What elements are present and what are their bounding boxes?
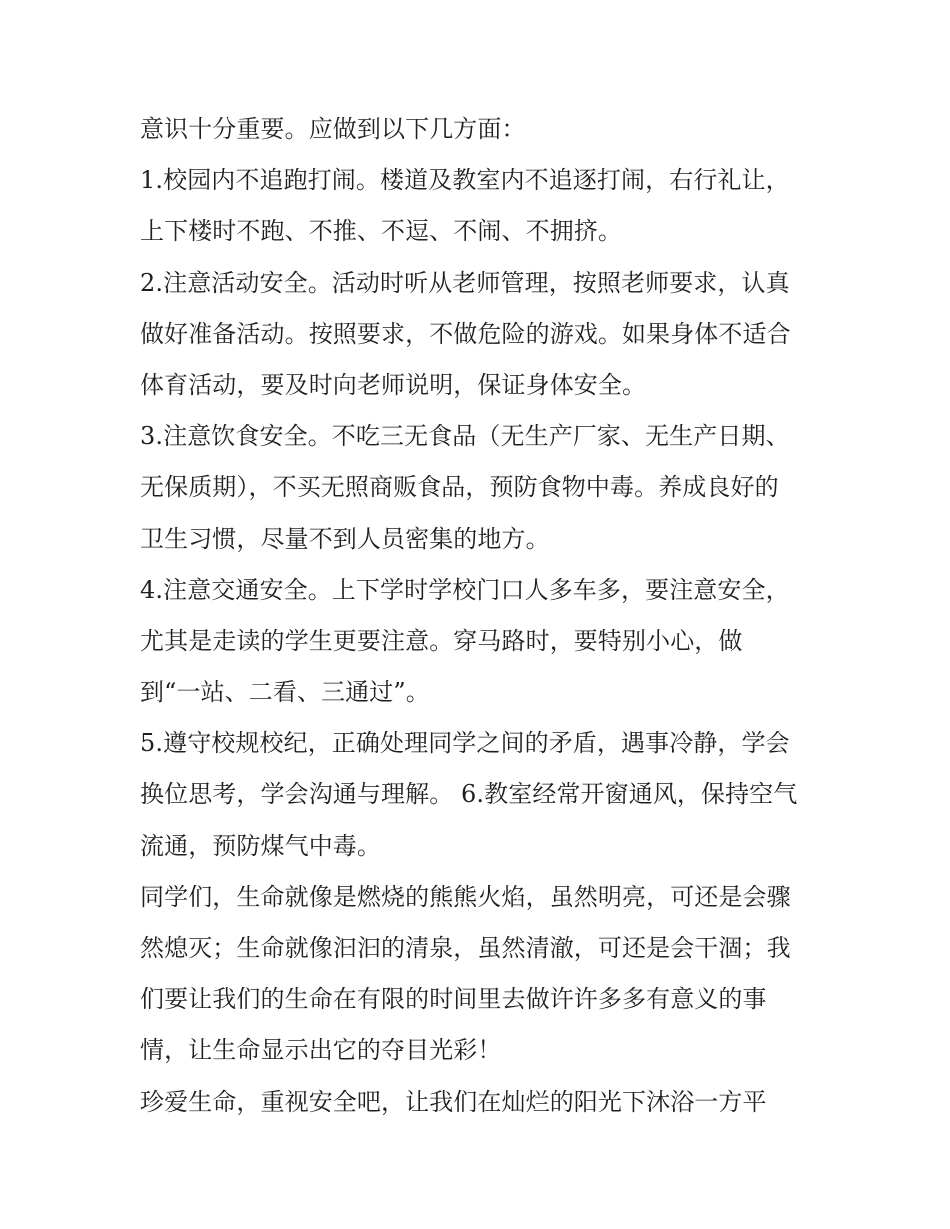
- text-line: 情，让生命显示出它的夺目光彩！: [140, 1036, 502, 1065]
- text-line: 然熄灭；生命就像汩汩的清泉，虽然清澈，可还是会干涸；我: [140, 934, 791, 962]
- document-body: [140, 104, 830, 1128]
- text-line: 2.注意活动安全。活动时听从老师管理，按照老师要求，认真: [140, 268, 790, 297]
- text-line: 5.遵守校规校纪，正确处理同学之间的矛盾，遇事冷静，学会: [140, 729, 790, 758]
- text-line: 意识十分重要。应做到以下几方面：: [140, 115, 526, 143]
- text-line: 卫生习惯，尽量不到人员密集的地方。: [140, 524, 550, 553]
- text-line: 流通，预防煤气中毒。: [140, 831, 381, 860]
- text-line: 3.注意饮食安全。不吃三无食品（无生产厂家、无生产日期、: [140, 422, 790, 451]
- text-line: 体育活动，要及时向老师说明，保证身体安全。: [140, 370, 647, 399]
- text-line: 1.校园内不追跑打闹。楼道及教室内不追逐打闹，右行礼让，: [140, 166, 790, 195]
- text-line: 们要让我们的生命在有限的时间里去做许许多多有意义的事: [140, 985, 767, 1014]
- text-line: 珍爱生命，重视安全吧，让我们在灿烂的阳光下沐浴一方平: [140, 1087, 767, 1116]
- text-line: 尤其是走读的学生更要注意。穿马路时，要特别小心，做: [140, 626, 743, 655]
- text-line: 做好准备活动。按照要求，不做危险的游戏。如果身体不适合: [140, 319, 791, 348]
- text-line: 上下楼时不跑、不推、不逗、不闹、不拥挤。: [140, 217, 622, 246]
- text-line: 同学们，生命就像是燃烧的熊熊火焰，虽然明亮，可还是会骤: [140, 882, 791, 911]
- text-line: 换位思考，学会沟通与理解。 6.教室经常开窗通风，保持空气: [140, 780, 798, 809]
- text-line: 4.注意交通安全。上下学时学校门口人多车多，要注意安全，: [140, 575, 790, 604]
- text-line: 无保质期），不买无照商贩食品，预防食物中毒。养成良好的: [140, 473, 779, 502]
- text-line: 到“一站、二看、三通过”。: [140, 678, 430, 707]
